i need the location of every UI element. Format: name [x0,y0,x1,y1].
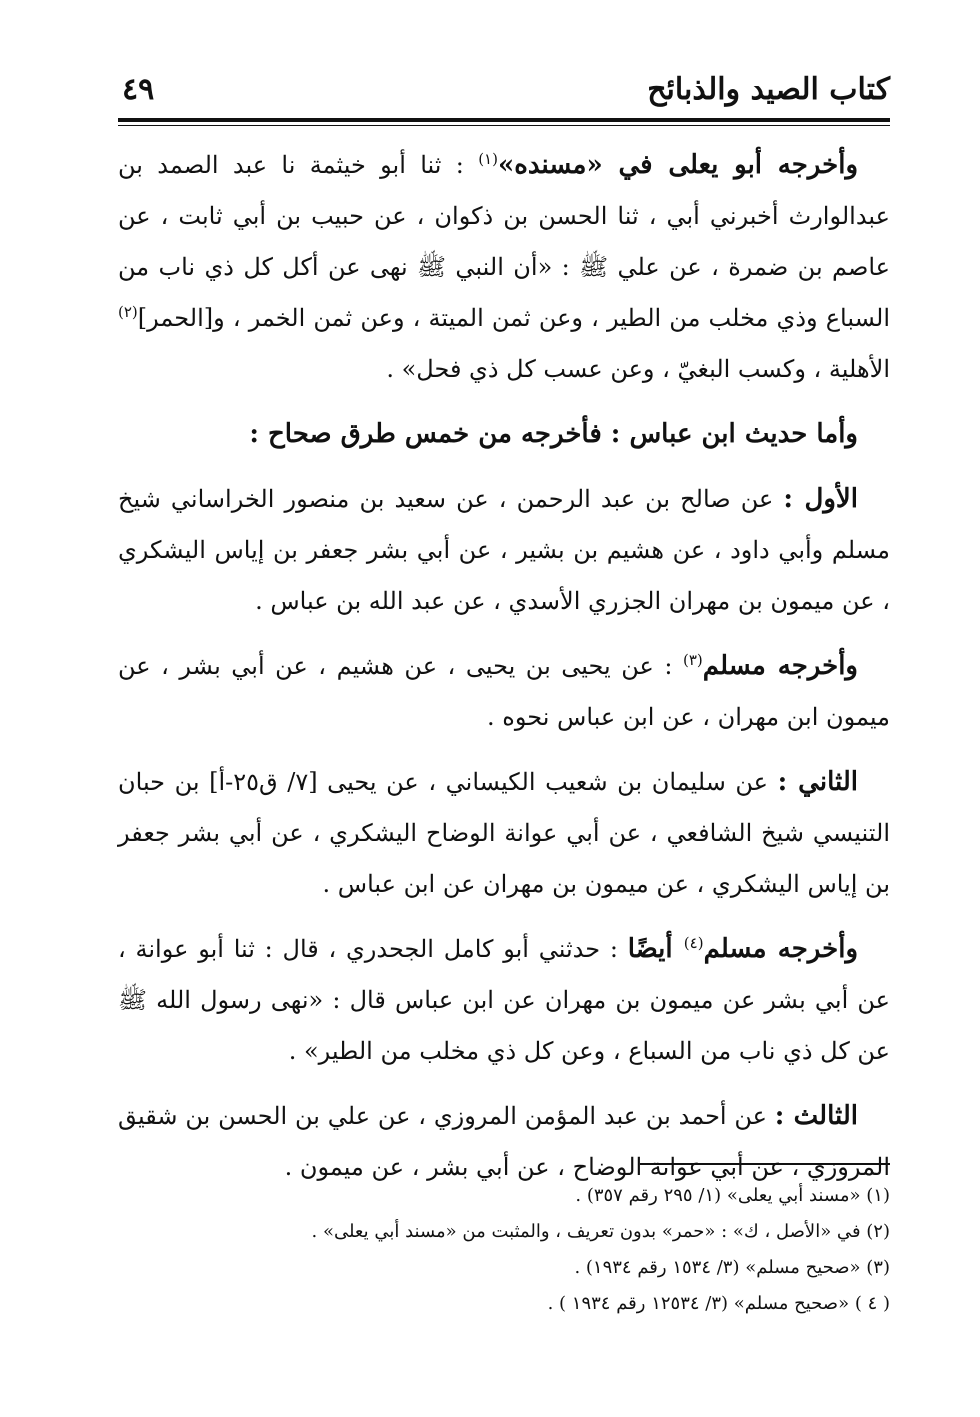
footnote-separator [640,1163,890,1165]
paragraph-first-route [118,474,890,627]
paragraph-text: : حدثني أبو كامل الجحدري ، قال : ثنا أبو عوانة ، عن أبي بشر عن ميمون بن مهران عن ابن عباس قال : «نهى رسول الله ﷺ عن كل ذي ناب من السباع ، وعن كل ذي مخلب من الطير» . [118,935,890,1065]
header-rule [118,118,890,122]
paragraph-lead: الثاني : [777,767,858,797]
section-heading: وأما حديث ابن عباس : فأخرجه من خمس طرق صحاح : [249,419,858,449]
paragraph-second-route [118,757,890,910]
paragraph-text: الأهلية ، وكسب البغيّ ، وعن عسب كل ذي فحل» . [386,355,890,383]
paragraph-text: عن أحمد بن عبد المؤمن المروزي ، عن علي بن الحسن بن شقيق المروزي ، عن أبي عوانة الوضاح ، عن أبي بشر ، عن ميمون . [118,1102,890,1181]
paragraph-lead: وأخرجه مسلم [703,934,858,964]
running-header [118,66,890,118]
footnote-ref: (٣) [683,651,703,669]
main-text [118,140,890,1193]
paragraph-text: عن صالح بن عبد الرحمن ، عن سعيد بن منصور الخراساني شيخ مسلم وأبي داود ، عن هشيم بن بشير ، عن أبي بشر جعفر بن إياس اليشكري ، عن ميمون بن مهران الجزري الأسدي ، عن عبد الله بن عباس . [118,485,891,615]
footnote-ref: (٤) [683,934,704,952]
paragraph-lead: وأخرجه أبو يعلى في «مسنده» [497,150,858,180]
footnote-3: (٣) «صحيح مسلم» (٣/ ١٥٣٤ رقم ١٩٣٤) . [574,1257,890,1278]
footnotes [118,1178,890,1322]
page-number: ٤٩ [122,72,155,107]
footnote-ref: (٢) [118,303,138,321]
chapter-title: كتاب الصيد والذبائح [647,72,890,107]
footnote-1: (١) «مسند أبي يعلى» (١/ ٢٩٥ رقم ٣٥٧) . [575,1185,890,1206]
paragraph-text: : ثنا أبو خيثمة نا عبد الصمد بن عبدالوارث أخبرني أبي ، ثنا الحسن بن ذكوان ، عن حبيب بن أبي ثابت ، عن عاصم بن ضمرة ، عن علي ﷺ : «أن النبي ﷺ نهى عن أكل كل ذي ناب من السباع وذي مخلب من الطير ، وعن ثمن الميتة ، وعن ثمن الخمر ، و[الحمر] [118,151,890,332]
paragraph-abu-yala [118,140,890,395]
paragraph-muslim-1 [118,641,890,743]
paragraph-muslim-2 [118,924,890,1077]
header-rule-thin [118,125,890,126]
paragraph-lead: الأول : [783,484,858,514]
footnote-ref: (١) [478,150,498,168]
paragraph-lead: وأخرجه مسلم [702,651,858,681]
footnote-4: ( ٤ ) «صحيح مسلم» (٣/ ١٢٥٣٤ رقم ١٩٣٤ ) . [547,1293,890,1314]
paragraph-lead-2: أيضًا [627,934,684,964]
paragraph-lead: الثالث : [774,1101,858,1131]
footnote-2: (٢) في «الأصل ، ك» : «حمر» بدون تعريف ، والمثبت من «مسند أبي يعلى» . [311,1221,890,1242]
paragraph-text: عن سليمان بن شعيب الكيساني ، عن يحيى [٧/ ق٢٥-أ] بن حبان التنيسي شيخ الشافعي ، عن أبي عوانة الوضاح اليشكري ، عن أبي بشر جعفر بن إياس اليشكري ، عن ميمون بن مهران عن ابن عباس . [118,768,890,898]
paragraph-text: : عن يحيى بن يحيى ، عن هشيم ، عن أبي بشر ، عن ميمون ابن مهران ، عن ابن عباس نحوه . [118,652,890,731]
